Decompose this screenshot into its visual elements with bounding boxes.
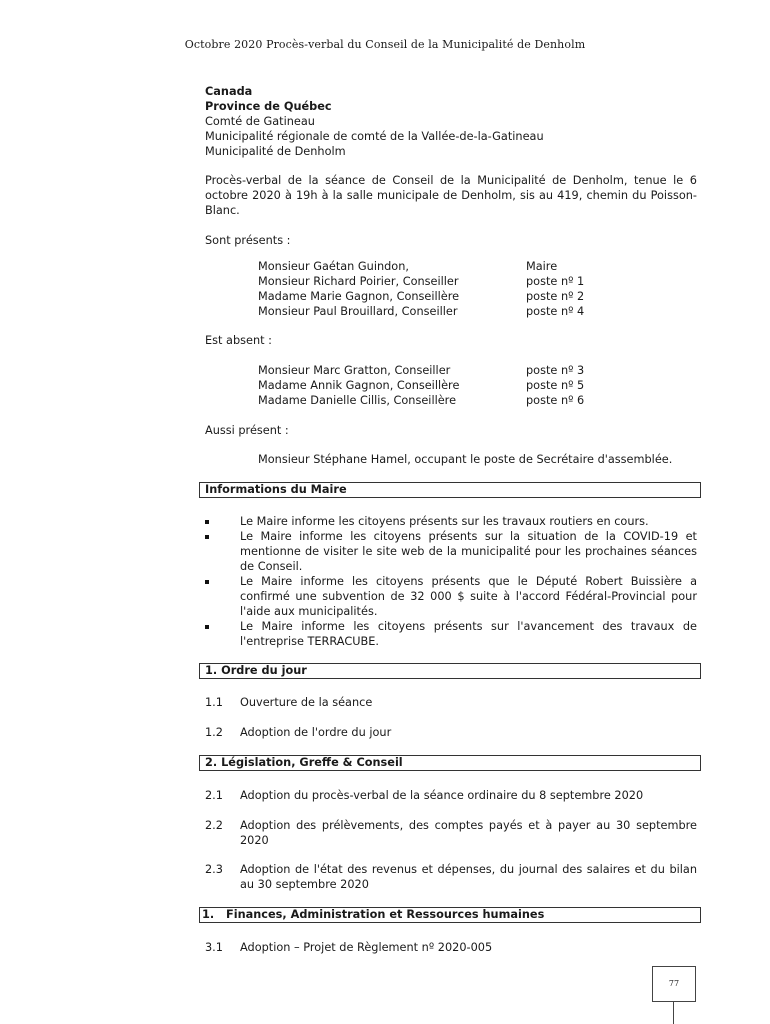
member-name: Madame Danielle Cillis, Conseillère bbox=[258, 394, 457, 407]
item-number: 2.1 bbox=[205, 789, 223, 802]
agenda-item bbox=[205, 695, 697, 710]
page-number-box bbox=[652, 966, 696, 1002]
intro-paragraph: Procès-verbal de la séance de Conseil de la Municipalité de Denholm, tenue le 6 octobre 2020 à 19h à la salle municipale de Denholm, sis au 419, chemin du Poisson-Blanc. bbox=[205, 174, 697, 217]
list-item: Le Maire informe les citoyens présents sur la situation de la COVID-19 et mentionne de visiter le site web de la municipalité pour les prochaines séances de Conseil. bbox=[205, 529, 697, 574]
item-number: 2.3 bbox=[205, 863, 223, 876]
bullet-square-icon bbox=[205, 625, 209, 629]
member-name: Monsieur Richard Poirier, Conseiller bbox=[258, 275, 459, 288]
also-present-text: Monsieur Stéphane Hamel, occupant le poste de Secrétaire d'assemblée. bbox=[258, 453, 673, 466]
member-name: Monsieur Marc Gratton, Conseiller bbox=[258, 364, 451, 377]
member-name: Madame Annik Gagnon, Conseillère bbox=[258, 379, 460, 392]
list-item: Le Maire informe les citoyens présents sur l'avancement des travaux de l'entreprise TERRACUBE. bbox=[205, 619, 697, 649]
list-item: Le Maire informe les citoyens présents sur les travaux routiers en cours. bbox=[205, 514, 697, 529]
agenda-item bbox=[205, 788, 697, 803]
page-header: Octobre 2020 Procès-verbal du Conseil de la Municipalité de Denholm bbox=[184, 38, 586, 51]
mayor-info-list bbox=[205, 514, 697, 649]
address-municipality: Municipalité de Denholm bbox=[205, 145, 346, 158]
section-title-legislation: 2. Législation, Greffe & Conseil bbox=[199, 755, 701, 771]
absent-label: Est absent : bbox=[205, 334, 272, 347]
bullet-square-icon bbox=[205, 535, 209, 539]
present-label: Sont présents : bbox=[205, 234, 291, 247]
item-text: Adoption – Projet de Règlement nº 2020-005 bbox=[240, 941, 493, 954]
address-county: Comté de Gatineau bbox=[205, 115, 315, 128]
list-item: Le Maire informe les citoyens présents que le Député Robert Buissière a confirmé une subvention de 32 000 $ suite à l'accord Fédéral-Provincial pour l'aide aux municipalités. bbox=[205, 574, 697, 619]
item-number: 1.1 bbox=[205, 696, 223, 709]
member-role: poste nº 6 bbox=[526, 394, 585, 407]
section-title-text: Finances, Administration et Ressources humaines bbox=[226, 908, 545, 921]
section-title-agenda: 1. Ordre du jour bbox=[199, 663, 701, 679]
address-country: Canada bbox=[205, 85, 253, 98]
bullet-square-icon bbox=[205, 580, 209, 584]
member-name: Monsieur Paul Brouillard, Conseiller bbox=[258, 305, 458, 318]
agenda-item bbox=[205, 725, 697, 740]
section-title-mayor-info: Informations du Maire bbox=[199, 482, 701, 498]
member-role: poste nº 5 bbox=[526, 379, 585, 392]
item-text: Ouverture de la séance bbox=[240, 696, 373, 709]
agenda-item bbox=[205, 940, 697, 955]
page-number: 77 bbox=[668, 979, 680, 988]
item-text: Adoption des prélèvements, des comptes payés et à payer au 30 septembre 2020 bbox=[240, 819, 697, 847]
page-number-stem bbox=[673, 1001, 674, 1024]
item-text: Adoption de l'état des revenus et dépenses, du journal des salaires et du bilan au 30 septembre 2020 bbox=[240, 863, 697, 891]
address-province: Province de Québec bbox=[205, 100, 332, 113]
member-name: Madame Marie Gagnon, Conseillère bbox=[258, 290, 460, 303]
section-title-finances bbox=[199, 907, 701, 923]
item-text: Adoption du procès-verbal de la séance ordinaire du 8 septembre 2020 bbox=[240, 789, 644, 802]
address-mrc: Municipalité régionale de comté de la Vallée-de-la-Gatineau bbox=[205, 130, 544, 143]
item-number: 3.1 bbox=[205, 941, 223, 954]
section-number: 1. bbox=[202, 908, 215, 921]
agenda-item bbox=[205, 862, 697, 892]
item-number: 1.2 bbox=[205, 726, 223, 739]
item-number: 2.2 bbox=[205, 819, 223, 832]
agenda-item bbox=[205, 818, 697, 848]
member-role: poste nº 1 bbox=[526, 275, 585, 288]
member-role: Maire bbox=[526, 260, 558, 273]
address-block bbox=[205, 84, 697, 159]
member-name: Monsieur Gaétan Guindon, bbox=[258, 260, 409, 273]
bullet-square-icon bbox=[205, 520, 209, 524]
member-role: poste nº 3 bbox=[526, 364, 585, 377]
member-role: poste nº 2 bbox=[526, 290, 585, 303]
item-text: Adoption de l'ordre du jour bbox=[240, 726, 392, 739]
also-present-label: Aussi présent : bbox=[205, 424, 289, 437]
member-role: poste nº 4 bbox=[526, 305, 585, 318]
